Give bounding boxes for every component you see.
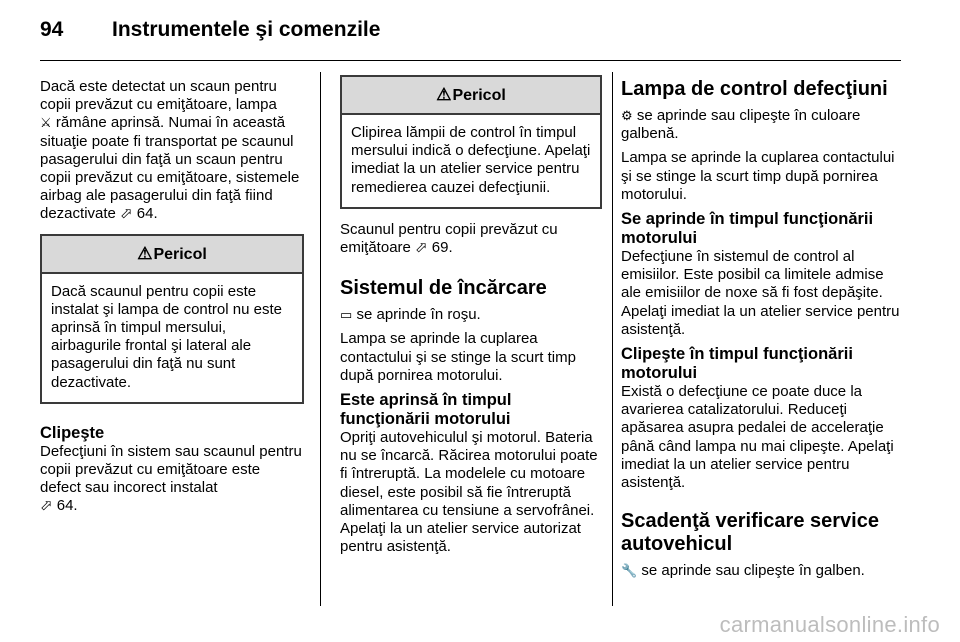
warning-title: ⚠Pericol — [342, 77, 600, 115]
warning-triangle-icon: ⚠ — [137, 243, 153, 263]
column-2 — [340, 75, 602, 562]
heading-clipeste: Clipeşte — [40, 423, 105, 442]
ref-arrow-icon: ⬀ — [120, 205, 133, 223]
watermark: carmanualsonline.info — [719, 612, 940, 637]
paragraph-malfunction-1: ⚙ se aprinde sau clipeşte în culoare galbenă. — [621, 107, 861, 143]
column-1 — [40, 78, 304, 522]
warning-box-1 — [40, 234, 304, 404]
engine-icon: ⚙ — [621, 108, 633, 123]
paragraph-service: 🔧 se aprinde sau clipeşte în galben. — [621, 562, 865, 580]
column-3 — [621, 78, 905, 586]
warning-triangle-icon: ⚠ — [436, 85, 452, 104]
heading-flashing-running-engine: Clipeşte în timpul funcţionării motorului — [621, 345, 853, 383]
heading-lit-running: Este aprinsă în timpul funcţionării motorului — [340, 391, 512, 429]
paragraph-child-seat-ref: Scaunul pentru copii prevăzut cu emiţătoare ⬀ 69. — [340, 220, 558, 257]
paragraph-battery-2: Lampa se aprinde la cuplarea contactului şi se stinge la scurt timp după pornirea motorului. — [340, 330, 576, 384]
battery-icon: ▭ — [340, 307, 353, 323]
page-number: 94 — [40, 18, 64, 41]
service-wrench-icon: 🔧 — [621, 563, 638, 579]
child-seat-icon: ⚔ — [40, 115, 52, 131]
warning-text: Dacă scaunul pentru copii este instalat şi lampa de control nu este aprinsă în timpul mersului, airbagurile frontal şi lateral ale pasagerului din faţă nu sunt dezactivate. — [51, 282, 282, 391]
page-title: Instrumentele şi comenzile — [112, 18, 381, 41]
column-divider-1 — [320, 72, 321, 606]
heading-charging-system: Sistemul de încărcare — [340, 277, 547, 300]
warning-text: Clipirea lămpii de control în timpul mersului indică o defecţiune. Apelaţi imediat la un atelier service pentru remedierea cauzei defecţiunii. — [351, 124, 591, 196]
warning-title: ⚠Pericol — [42, 236, 302, 274]
paragraph-battery-3: Opriţi autovehiculul şi motorul. Bateria nu se încarcă. Răcirea motorului poate fi întreruptă. La modelele cu motoare diesel, este posibil să fie întreruptă alimentarea cu tensiune a servofrânei. Apelaţi la un atelier service autorizat pentru asistenţă. — [340, 429, 598, 556]
heading-malfunction-lamp: Lampa de control defecţiuni — [621, 78, 888, 100]
paragraph-malfunction-3: Defecţiune în sistemul de control al emisiilor. Este posibil ca limitele admise ale emisiilor de noxe să fi fost depăşite. Apelaţi imediat la un atelier service pentru asistenţă. — [621, 248, 900, 338]
page-header — [40, 18, 380, 42]
paragraph-clipeste: Defecţiuni în sistem sau scaunul pentru copii prevăzut cu emiţătoare este defect sau incorect instalat ⬀ 64. — [40, 442, 302, 515]
column-divider-2 — [612, 72, 613, 606]
ref-arrow-icon: ⬀ — [415, 239, 428, 257]
paragraph-malfunction-2: Lampa se aprinde la cuplarea contactului şi se stinge la scurt timp după pornirea motorului. — [621, 149, 895, 203]
warning-box-2 — [340, 75, 602, 209]
ref-arrow-icon: ⬀ — [40, 497, 53, 515]
paragraph-child-seat: Dacă este detectat un scaun pentru copii prevăzut cu emiţătoare, lampa ⚔ rămâne aprinsă. Numai în această situaţie poate fi transportat pe scaunul pasagerului din faţă un scaun pentru copii prevăzut cu emiţătoare, sistemele airbag ale pasagerului din faţă fiind dezactivate ⬀ 64. — [40, 78, 300, 223]
paragraph-battery: ▭ se aprinde în roşu. — [340, 306, 481, 324]
paragraph-malfunction-4: Există o defecţiune ce poate duce la avarierea catalizatorului. Reduceţi apăsarea asupra pedalei de acceleraţie până când lampa nu mai clipeşte. Apelaţi imediat la un atelier service pentru asistenţă. — [621, 383, 894, 492]
header-rule — [40, 60, 901, 61]
heading-lit-running-engine: Se aprinde în timpul funcţionării motorului — [621, 210, 874, 248]
heading-service-due: Scadenţă verificare service autovehicul — [621, 510, 879, 556]
